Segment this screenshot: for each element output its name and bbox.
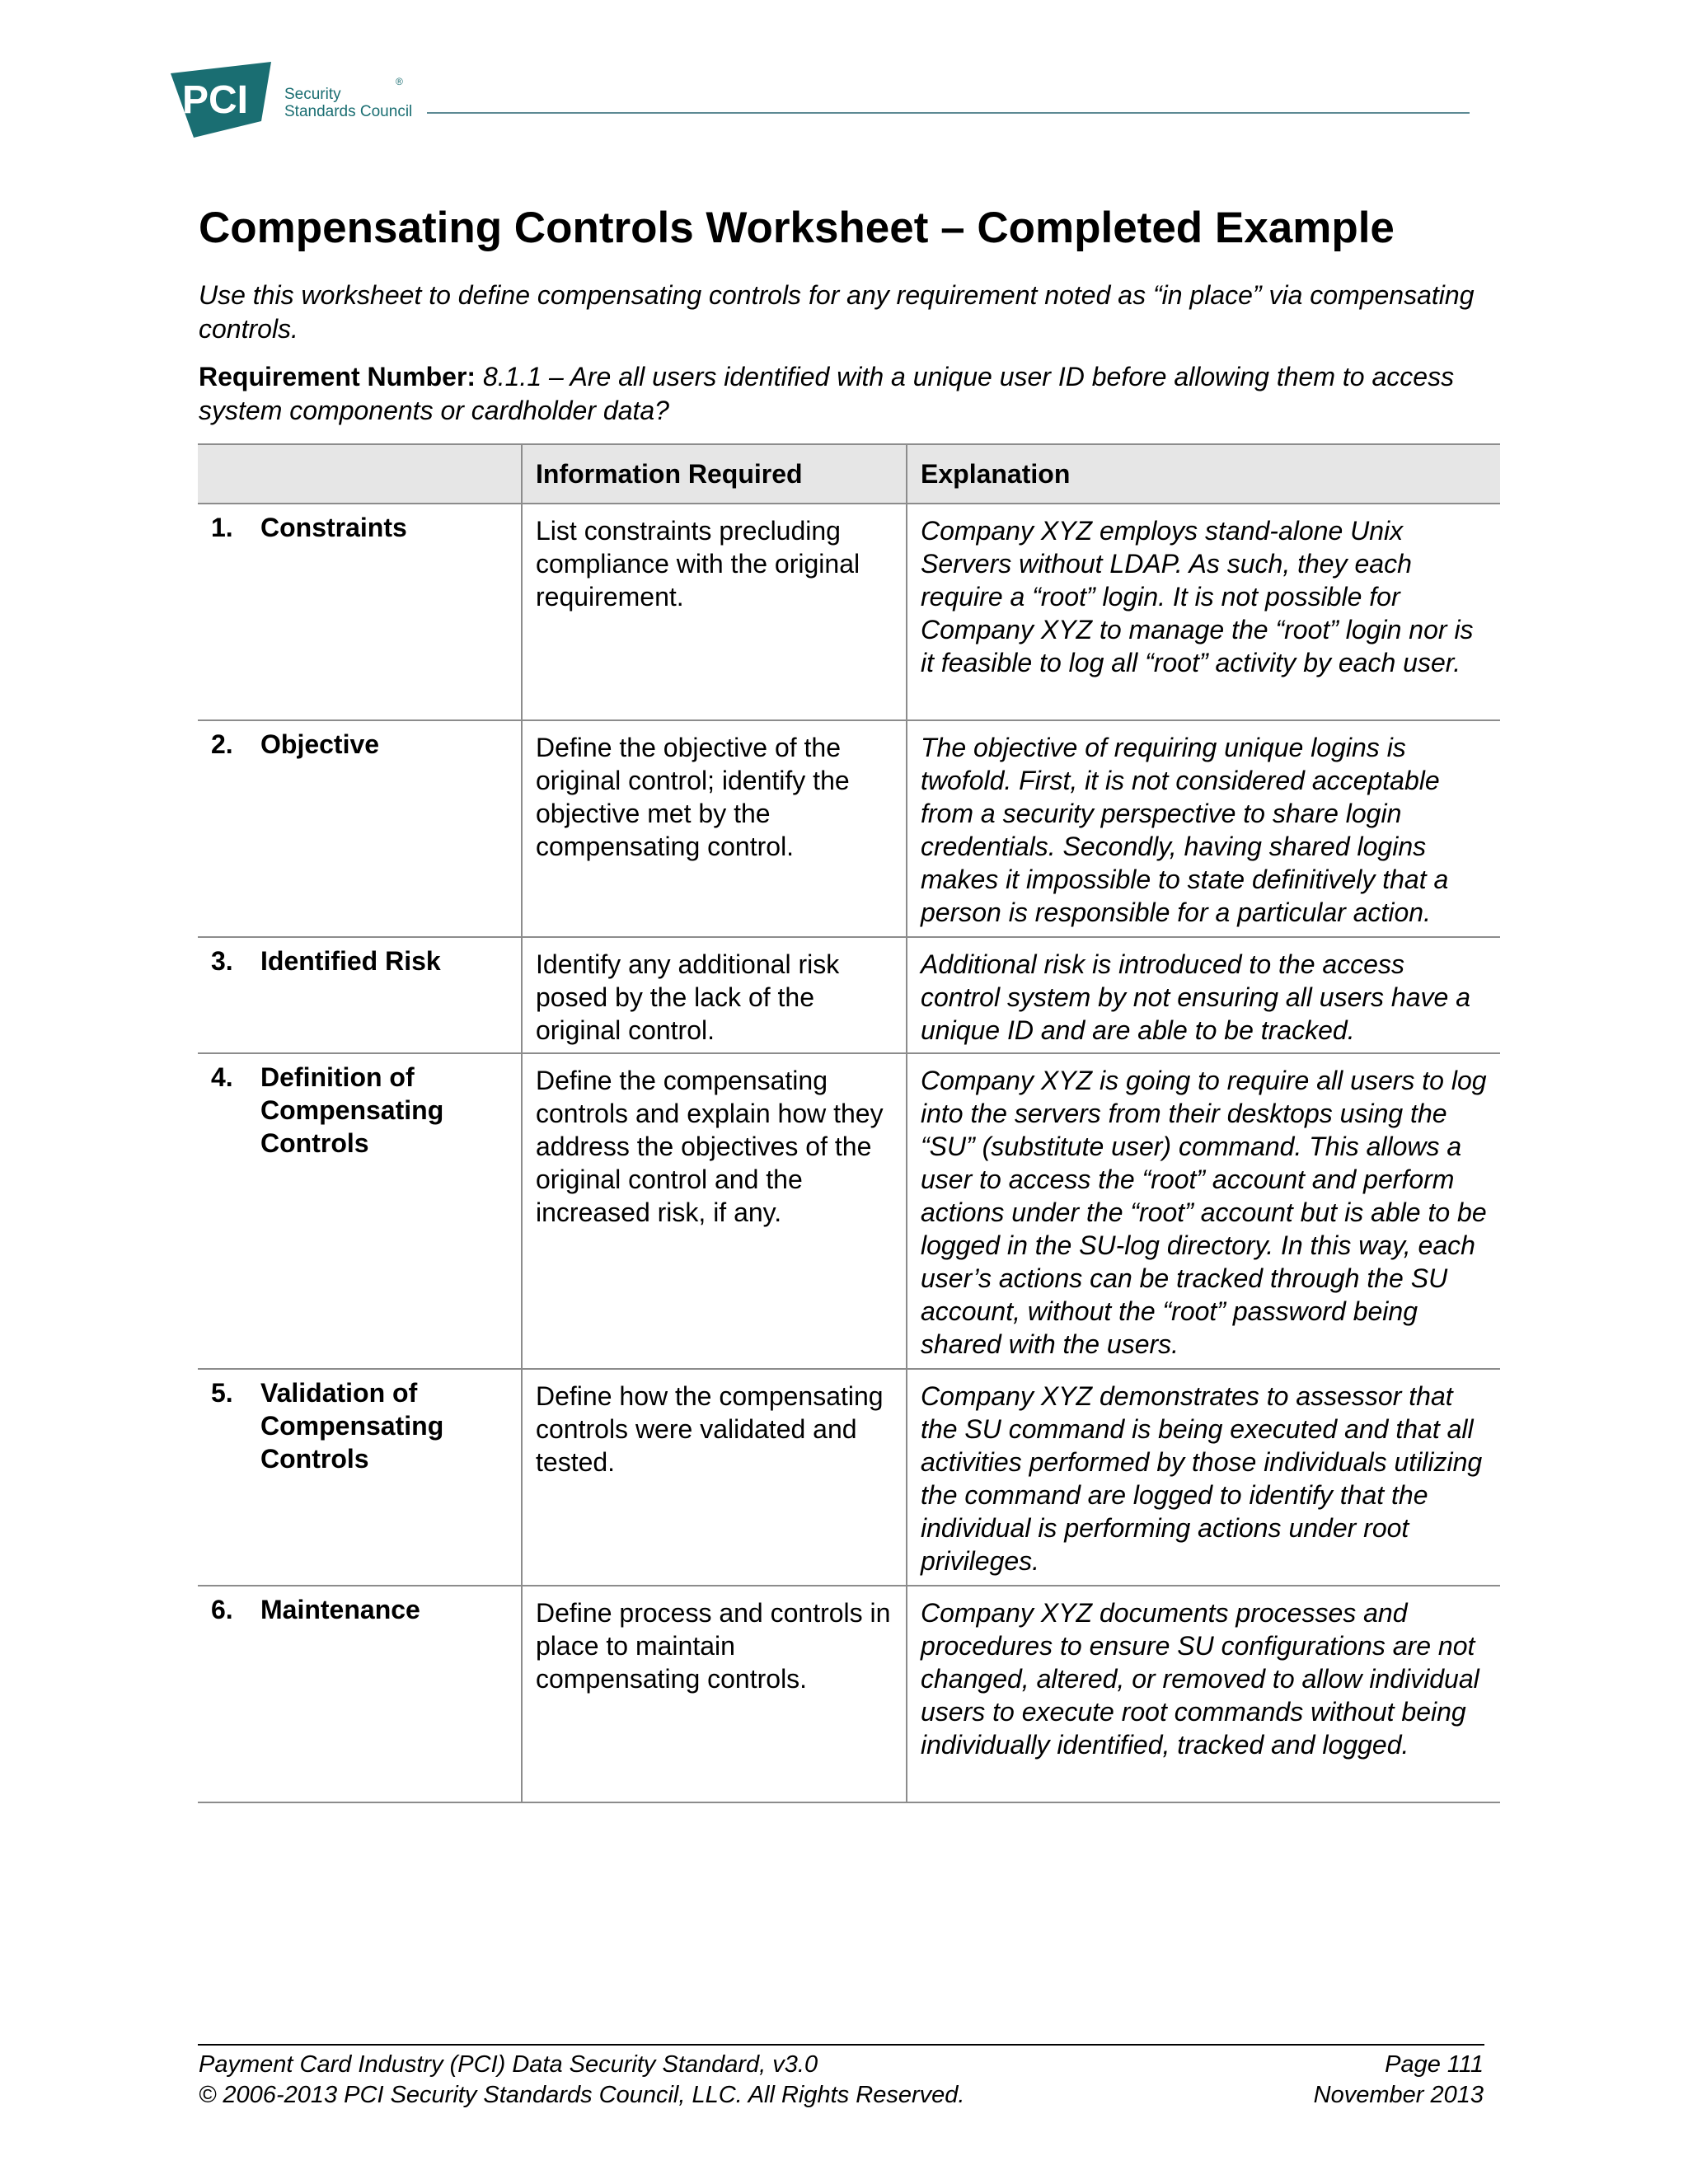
info-required-cell: List constraints precluding compliance with the original requirement.	[522, 504, 907, 720]
explanation-cell: Company XYZ employs stand-alone Unix Servers without LDAP. As such, they each require a “root” login. It is not possible for Company XYZ to manage the “root” login nor is it feasible to log all “root” activity by each user.	[907, 504, 1500, 720]
table-row	[198, 937, 1500, 1053]
logo-registered: ®	[396, 76, 403, 87]
row-label: Maintenance	[260, 1595, 420, 1624]
row-label: Definition of Compensating Controls	[260, 1062, 444, 1158]
row-label: Validation of Compensating Controls	[260, 1378, 444, 1474]
row-label-cell	[198, 504, 522, 720]
explanation-cell: Additional risk is introduced to the access control system by not ensuring all users have a unique ID and are able to be tracked.	[907, 937, 1500, 1053]
pci-ssc-logo	[169, 62, 416, 140]
row-number: 2.	[211, 729, 233, 759]
row-number: 4.	[211, 1062, 233, 1092]
row-number: 6.	[211, 1595, 233, 1624]
row-label: Identified Risk	[260, 946, 441, 976]
explanation-cell: Company XYZ demonstrates to assessor that the SU command is being executed and that all activities performed by those individuals utilizing the command are logged to identify that the individual is performing actions under root privileges.	[907, 1369, 1500, 1586]
requirement-label: Requirement Number:	[199, 362, 476, 391]
explanation-cell: Company XYZ is going to require all users to log into the servers from their desktops using the “SU” (substitute user) command. This allows a user to access the “root” account and perform actions under the “root” account but is able to be logged in the SU-log directory. In this way, each user’s actions can be tracked through the SU account, without the “root” password being shared with the users.	[907, 1053, 1500, 1369]
header-rule	[427, 112, 1470, 114]
table-row	[198, 504, 1500, 720]
row-number: 5.	[211, 1378, 233, 1408]
row-number: 1.	[211, 513, 233, 542]
table-header-row	[198, 444, 1500, 504]
table-row	[198, 1369, 1500, 1586]
logo-mark-text: PCI	[182, 78, 249, 122]
row-label-cell	[198, 720, 522, 937]
requirement-text: 8.1.1 – Are all users identified with a unique user ID before allowing them to access system components or cardholder data?	[199, 362, 1455, 425]
worksheet-table	[198, 443, 1500, 1803]
table-row	[198, 1586, 1500, 1802]
info-required-cell: Define how the compensating controls were validated and tested.	[522, 1369, 907, 1586]
header-blank	[198, 444, 522, 504]
info-required-cell: Define process and controls in place to maintain compensating controls.	[522, 1586, 907, 1802]
intro-text: Use this worksheet to define compensating controls for any requirement noted as “in place” via compensating controls.	[199, 280, 1475, 344]
explanation-cell: Company XYZ documents processes and procedures to ensure SU configurations are not changed, altered, or removed to allow individual users to execute root commands without being individually identified, tracked and logged.	[907, 1586, 1500, 1802]
page-title: Compensating Controls Worksheet – Completed Example	[199, 204, 1395, 252]
table-row	[198, 720, 1500, 937]
footer-copyright: © 2006-2013 PCI Security Standards Council, LLC. All Rights Reserved.	[199, 2082, 965, 2108]
header-explanation: Explanation	[907, 444, 1500, 504]
logo-line2: Standards Council	[284, 103, 413, 120]
info-required-cell: Identify any additional risk posed by the lack of the original control.	[522, 937, 907, 1053]
explanation-cell: The objective of requiring unique logins is twofold. First, it is not considered acceptable from a security perspective to share login credentials. Secondly, having shared logins makes it impossible to state definitively that a person is responsible for a particular action.	[907, 720, 1500, 937]
row-label-cell	[198, 937, 522, 1053]
row-number: 3.	[211, 946, 233, 976]
footer-page-number: Page 111	[1385, 2051, 1484, 2078]
row-label: Constraints	[260, 513, 407, 542]
header-information-required: Information Required	[522, 444, 907, 504]
row-label-cell	[198, 1586, 522, 1802]
table-row	[198, 1053, 1500, 1369]
footer-date: November 2013	[1313, 2082, 1484, 2108]
row-label: Objective	[260, 729, 380, 759]
footer-rule	[198, 2044, 1484, 2046]
footer-standard: Payment Card Industry (PCI) Data Security Standard, v3.0	[199, 2051, 818, 2078]
info-required-cell: Define the compensating controls and explain how they address the objectives of the original control and the increased risk, if any.	[522, 1053, 907, 1369]
info-required-cell: Define the objective of the original control; identify the objective met by the compensating control.	[522, 720, 907, 937]
row-label-cell	[198, 1369, 522, 1586]
row-label-cell	[198, 1053, 522, 1369]
logo-line1: Security	[284, 86, 341, 103]
requirement-line	[199, 360, 1484, 428]
